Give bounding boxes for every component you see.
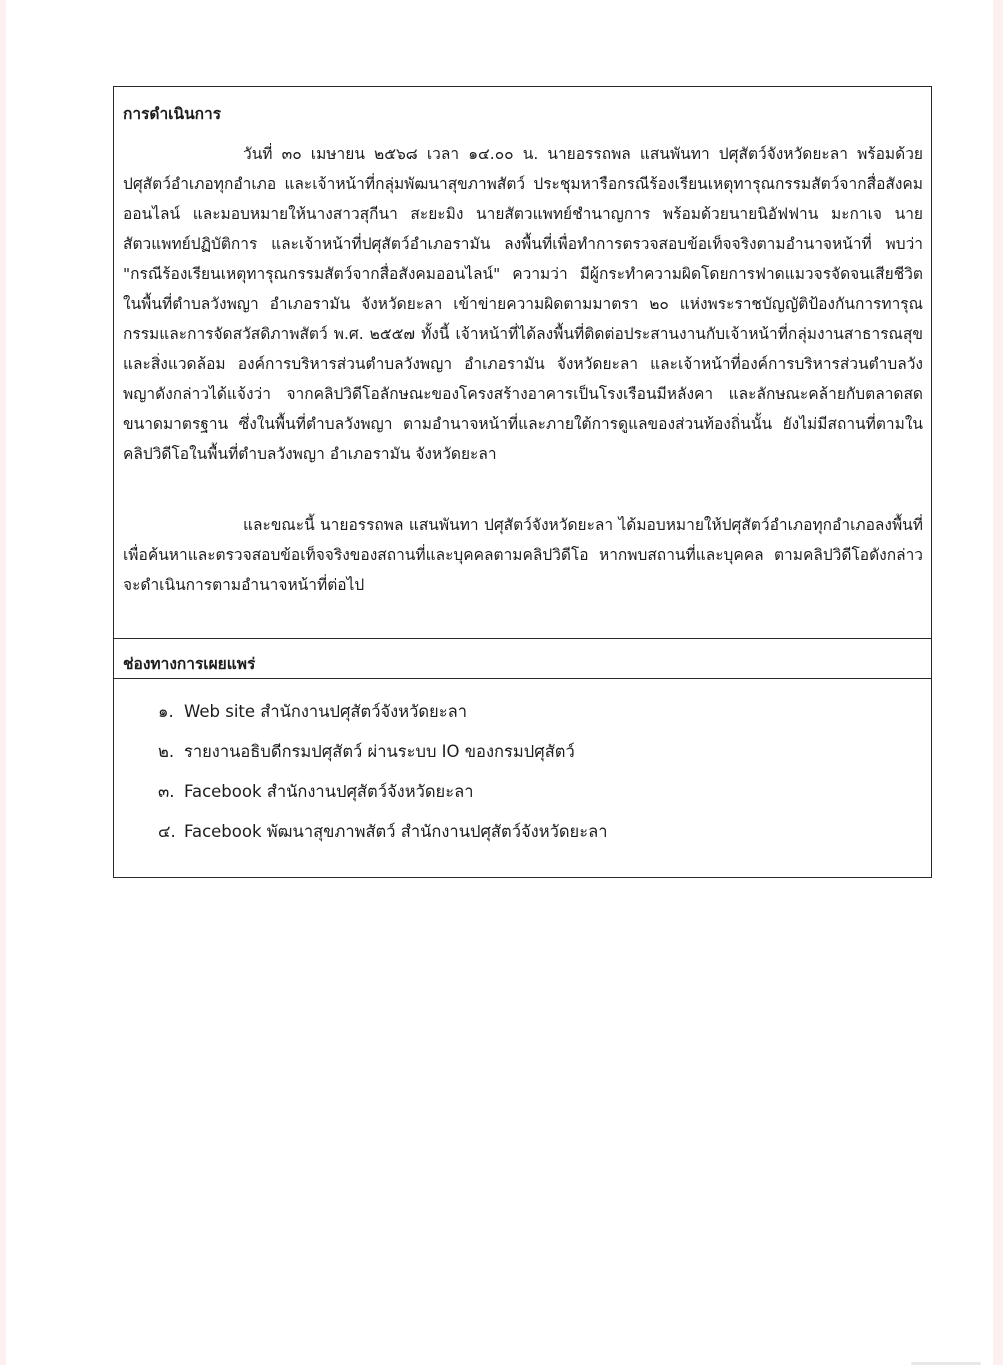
operations-paragraph-2: และขณะนี้ นายอรรถพล แสนพันทา ปศุสัตว์จังหวัดยะลา ได้มอบหมายให้ปศุสัตว์อำเภอทุกอำเภอลงพื้นที่เพื่อค้นหาและตรวจสอบข้อเท็จจริงของสถานที่และบุคคลตามคลิปวิดีโอ หากพบสถานที่และบุคคล ตามคลิปวิดีโอดังกล่าวจะดำเนินการตามอำนาจหน้าที่ต่อไป [123,516,923,594]
channel-item-label: Facebook พัฒนาสุขภาพสัตว์ สำนักงานปศุสัตว์จังหวัดยะลา [184,822,608,841]
channel-item [158,772,607,812]
channel-item-number: ๒. [158,742,175,761]
channel-item-number: ๔. [158,822,176,841]
channel-item-number: ๓. [158,782,175,801]
channel-item [158,692,607,732]
report-table [113,86,932,878]
channel-item-label: รายงานอธิบดีกรมปศุสัตว์ ผ่านระบบ IO ของกรมปศุสัตว์ [184,742,575,761]
channels-list [158,692,607,852]
document-page [6,0,993,1365]
channels-heading: ช่องทางการเผยแพร่ [123,655,256,673]
channel-item-number: ๑. [158,702,174,721]
channel-item [158,812,607,852]
channel-item [158,732,607,772]
channel-item-label: Facebook สำนักงานปศุสัตว์จังหวัดยะลา [184,782,474,801]
channels-header-row [114,639,931,679]
operations-section [114,87,931,639]
channel-item-label: Web site สำนักงานปศุสัตว์จังหวัดยะลา [184,702,467,721]
operations-paragraph-1: วันที่ ๓๐ เมษายน ๒๕๖๘ เวลา ๑๔.๐๐ น. นายอรรถพล แสนพันทา ปศุสัตว์จังหวัดยะลา พร้อมด้วยปศุสัตว์อำเภอทุกอำเภอ และเจ้าหน้าที่กลุ่มพัฒนาสุขภาพสัตว์ ประชุมหารือกรณีร้องเรียนเหตุทารุณกรรมสัตว์จากสื่อสังคมออนไลน์ และมอบหมายให้นางสาวสุกีนา สะยะมิง นายสัตวแพทย์ชำนาญการ พร้อมด้วยนายนิอัฟฟาน มะกาเจ นายสัตวแพทย์ปฏิบัติการ และเจ้าหน้าที่ปศุสัตว์อำเภอรามัน ลงพื้นที่เพื่อทำการตรวจสอบข้อเท็จจริงตามอำนาจหน้าที่ พบว่า "กรณีร้องเรียนเหตุทารุณกรรมสัตว์จากสื่อสังคมออนไลน์" ความว่า มีผู้กระทำความผิดโดยการฟาดแมวจรจัดจนเสียชีวิตในพื้นที่ตำบลวังพญา อำเภอรามัน จังหวัดยะลา เข้าข่ายความผิดตามมาตรา ๒๐ แห่งพระราชบัญญัติป้องกันการทารุณกรรมและการจัดสวัสดิภาพสัตว์ พ.ศ. ๒๕๕๗ ทั้งนี้ เจ้าหน้าที่ได้ลงพื้นที่ติดต่อประสานงานกับเจ้าหน้าที่กลุ่มงานสาธารณสุขและสิ่งแวดล้อม องค์การบริหารส่วนตำบลวังพญา อำเภอรามัน จังหวัดยะลา และเจ้าหน้าที่องค์การบริหารส่วนตำบลวังพญาดังกล่าวได้แจ้งว่า จากคลิปวิดีโอลักษณะของโครงสร้างอาคารเป็นโรงเรือนมีหลังคา และลักษณะคล้ายกับตลาดสดขนาดมาตรฐาน ซึ่งในพื้นที่ตำบลวังพญา ตามอำนาจหน้าที่และภายใต้การดูแลของส่วนท้องถิ่นนั้น ยังไม่มีสถานที่ตามในคลิปวิดีโอในพื้นที่ตำบลวังพญา อำเภอรามัน จังหวัดยะลา [123,145,923,463]
operations-heading: การดำเนินการ [123,105,222,123]
